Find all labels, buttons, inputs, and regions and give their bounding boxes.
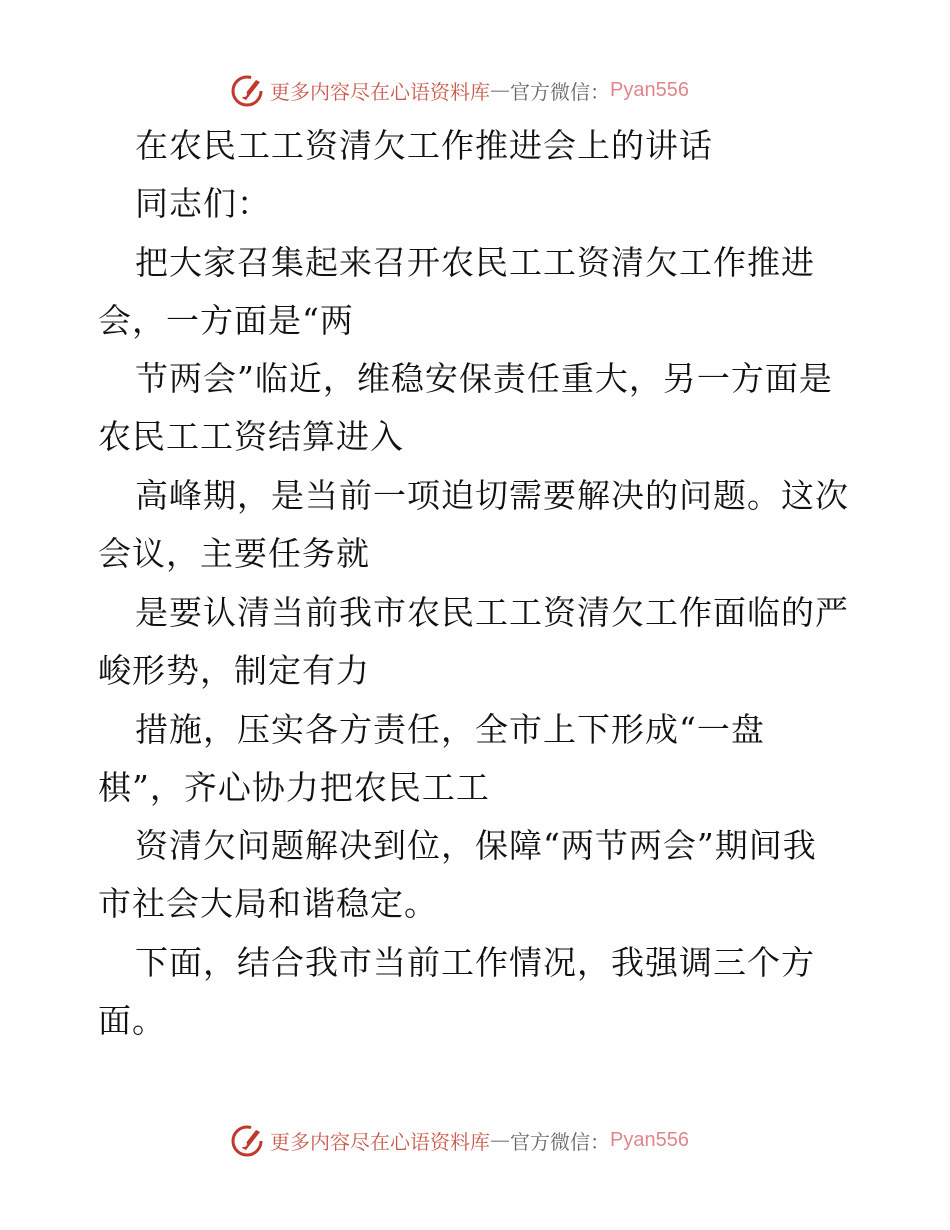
paragraph-line: 措施，压实各方责任，全市上下形成“一盘: [135, 710, 765, 749]
paragraph-line: 是要认清当前我市农民工工资清欠工作面临的严: [135, 593, 849, 632]
header-banner-dash: —: [490, 78, 510, 102]
paragraph-line: 市社会大局和谐稳定。: [98, 884, 438, 923]
paragraph-line: 资清欠问题解决到位，保障“两节两会”期间我: [135, 826, 817, 865]
quill-logo-icon: [230, 72, 266, 108]
footer-wechat-label: 官方微信：: [510, 1129, 610, 1154]
header-wechat-id: Pyan556: [610, 78, 689, 101]
paragraph-line: 棋”，齐心协力把农民工工: [98, 768, 490, 807]
footer-wechat-id: Pyan556: [610, 1128, 689, 1151]
paragraph-line: 峻形势，制定有力: [98, 651, 370, 690]
salutation: 同志们：: [135, 184, 271, 223]
header-wechat-label: 官方微信：: [510, 79, 610, 104]
paragraph-line: 下面，结合我市当前工作情况，我强调三个方: [135, 943, 815, 982]
paragraph-line: 面。: [98, 1001, 166, 1040]
paragraph-line: 会议，主要任务就: [98, 534, 370, 573]
paragraph-line: 会，一方面是“两: [98, 301, 354, 340]
paragraph-line: 农民工工资结算进入: [98, 417, 404, 456]
paragraph-line: 高峰期，是当前一项迫切需要解决的问题。这次: [135, 476, 849, 515]
quill-logo-icon: [230, 1122, 266, 1158]
header-banner-text: 更多内容尽在心语资料库: [270, 79, 490, 104]
document-title: 在农民工工资清欠工作推进会上的讲话: [135, 126, 713, 165]
paragraph-line: 节两会”临近，维稳安保责任重大，另一方面是: [135, 359, 833, 398]
paragraph-line: 把大家召集起来召开农民工工资清欠工作推进: [135, 243, 815, 282]
footer-banner-dash: —: [490, 1128, 510, 1152]
footer-banner-text: 更多内容尽在心语资料库: [270, 1129, 490, 1154]
header-banner: [230, 70, 730, 110]
footer-banner: [230, 1120, 730, 1160]
